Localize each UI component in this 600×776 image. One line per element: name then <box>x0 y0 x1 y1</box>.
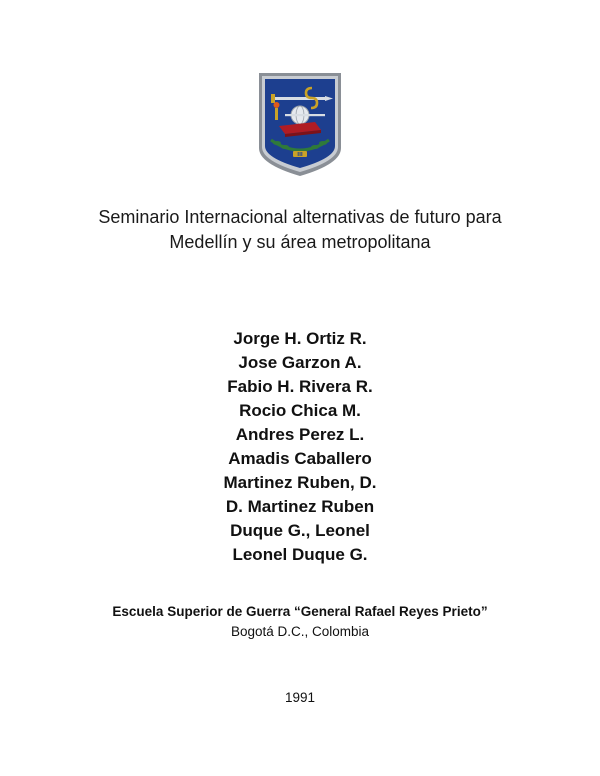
author-name: Duque G., Leonel <box>230 521 370 540</box>
author-list <box>0 327 600 567</box>
author-name: Amadis Caballero <box>228 449 372 468</box>
author-name: Rocio Chica M. <box>239 401 361 420</box>
military-school-crest-icon <box>255 70 345 178</box>
author-name: Jorge H. Ortiz R. <box>233 329 367 348</box>
institution-location: Bogotá D.C., Colombia <box>230 624 370 639</box>
document-title-line-2: Medellín y su área metropolitana <box>169 232 431 252</box>
author-name: D. Martinez Ruben <box>225 497 375 516</box>
author-name: Andres Perez L. <box>235 425 365 444</box>
author-name: Leonel Duque G. <box>232 545 368 564</box>
author-name: Martinez Ruben, D. <box>223 473 377 492</box>
publication-year: 1991 <box>284 690 316 705</box>
document-title <box>0 205 600 255</box>
institution-name: Escuela Superior de Guerra “General Rafael Reyes Prieto” <box>112 604 488 619</box>
author-name: Fabio H. Rivera R. <box>227 377 373 396</box>
document-title-line-1: Seminario Internacional alternativas de futuro para <box>98 207 502 227</box>
crest-badge-text: III <box>297 152 303 158</box>
author-name: Jose Garzon A. <box>238 353 362 372</box>
